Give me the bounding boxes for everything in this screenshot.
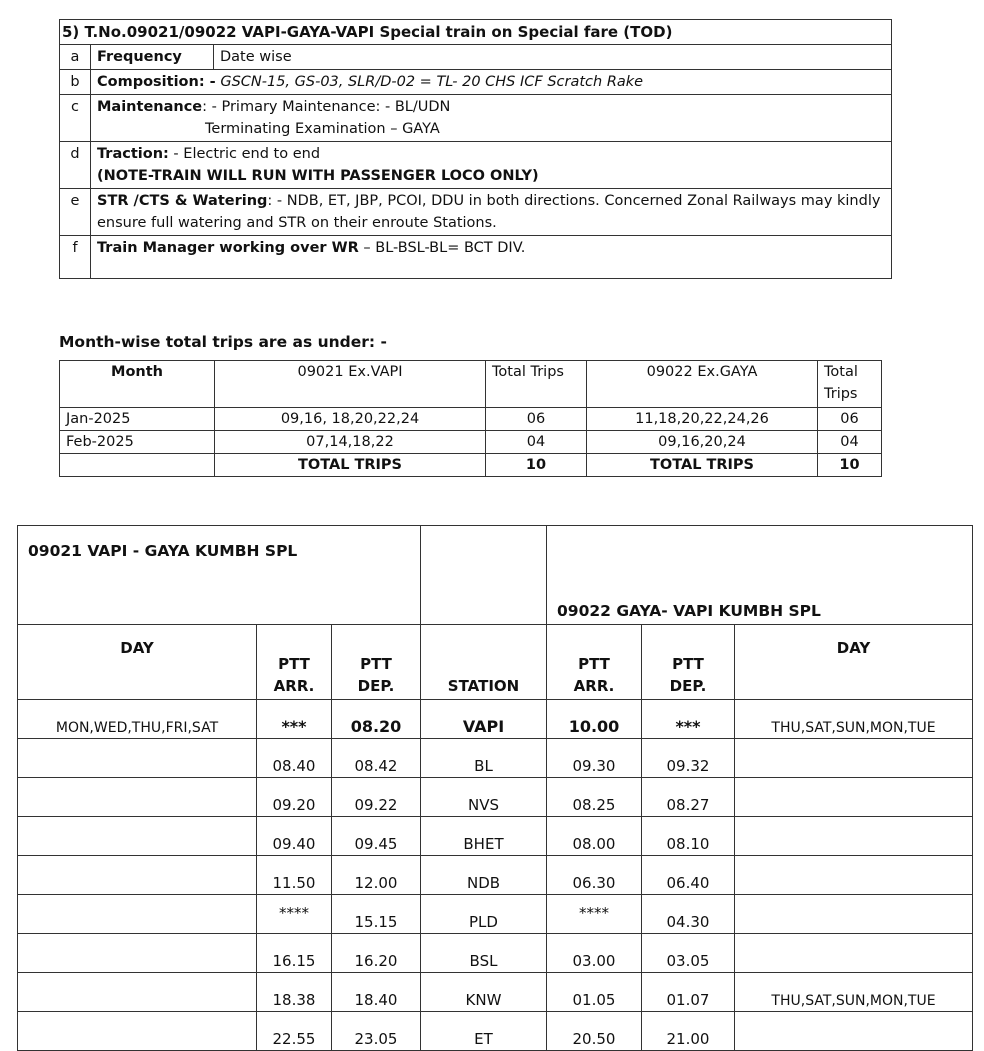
up-dep-cell: 08.42	[332, 739, 421, 778]
timetable-header-row	[18, 625, 973, 700]
detail-row-maintenance	[60, 95, 892, 142]
composition-value: GSCN-15, GS-03, SLR/D-02 = TL- 20 CHS ICF Scratch Rake	[220, 74, 644, 90]
down-dep-cell: 09.32	[642, 739, 735, 778]
dates-up-cell: 09,16, 18,20,22,24	[215, 408, 486, 431]
timetable-row-pld	[18, 895, 973, 934]
title-spacer	[421, 526, 547, 625]
timetable-row-et	[18, 1012, 973, 1051]
station-cell: PLD	[421, 895, 547, 934]
station-cell: BHET	[421, 817, 547, 856]
title-09021: 09021 VAPI - GAYA KUMBH SPL	[18, 526, 421, 625]
dates-down-cell: 11,18,20,22,24,26	[587, 408, 818, 431]
header-dep-down: PTT DEP.	[642, 625, 735, 700]
down-arr-cell: 06.30	[547, 856, 642, 895]
timetable-row-vapi	[18, 700, 973, 739]
up-day-cell	[18, 973, 257, 1012]
row-letter: a	[60, 45, 91, 70]
row-letter: b	[60, 70, 91, 95]
down-day-cell	[735, 895, 973, 934]
down-dep-cell: 08.10	[642, 817, 735, 856]
down-dep-cell: 03.05	[642, 934, 735, 973]
station-cell: ET	[421, 1012, 547, 1051]
trips-row-total	[60, 454, 882, 477]
up-arr-cell: 22.55	[257, 1012, 332, 1051]
down-dep-cell: ***	[642, 700, 735, 739]
up-arr-cell: 18.38	[257, 973, 332, 1012]
row-letter: f	[60, 236, 91, 279]
up-day-cell	[18, 739, 257, 778]
terminating-exam: Terminating Examination – GAYA	[205, 121, 440, 137]
total-down-cell: 10	[818, 454, 882, 477]
up-arr-cell: 09.20	[257, 778, 332, 817]
row-letter: c	[60, 95, 91, 142]
details-title-row	[60, 20, 892, 45]
down-dep-cell: 06.40	[642, 856, 735, 895]
composition-cell	[91, 70, 892, 95]
timetable	[17, 525, 973, 1051]
down-day-cell: THU,SAT,SUN,MON,TUE	[735, 973, 973, 1012]
header-day-down: DAY	[735, 625, 973, 700]
trips-down-cell: 06	[818, 408, 882, 431]
month-cell: Feb-2025	[60, 431, 215, 454]
detail-row-train-manager	[60, 236, 892, 279]
frequency-value: Date wise	[214, 45, 892, 70]
up-day-cell	[18, 817, 257, 856]
up-day-cell: MON,WED,THU,FRI,SAT	[18, 700, 257, 739]
header-dep-up: PTT DEP.	[332, 625, 421, 700]
timetable-row-bl	[18, 739, 973, 778]
header-09021: 09021 Ex.VAPI	[215, 361, 486, 408]
frequency-label: Frequency	[91, 45, 214, 70]
traction-value: - Electric end to end	[168, 146, 321, 162]
down-arr-cell: 10.00	[547, 700, 642, 739]
up-dep-cell: 09.22	[332, 778, 421, 817]
header-arr-down: PTT ARR.	[547, 625, 642, 700]
timetable-row-knw	[18, 973, 973, 1012]
trips-up-cell: 04	[486, 431, 587, 454]
trips-row-jan	[60, 408, 882, 431]
dates-down-cell: 09,16,20,24	[587, 431, 818, 454]
station-cell: NDB	[421, 856, 547, 895]
timetable-row-bhet	[18, 817, 973, 856]
down-day-cell	[735, 739, 973, 778]
composition-label: Composition: -	[97, 74, 216, 90]
month-wise-trips-table	[59, 360, 882, 477]
train-manager-label: Train Manager working over WR	[97, 240, 359, 256]
station-cell: BSL	[421, 934, 547, 973]
maintenance-cell	[91, 95, 892, 142]
station-cell: BL	[421, 739, 547, 778]
title-09022: 09022 GAYA- VAPI KUMBH SPL	[547, 526, 973, 625]
down-arr-cell: 08.00	[547, 817, 642, 856]
up-arr-cell: 11.50	[257, 856, 332, 895]
row-letter: d	[60, 142, 91, 189]
header-station: STATION	[421, 625, 547, 700]
header-day-up: DAY	[18, 625, 257, 700]
down-day-cell	[735, 934, 973, 973]
down-dep-cell: 04.30	[642, 895, 735, 934]
up-arr-cell: 08.40	[257, 739, 332, 778]
up-arr-cell: 16.15	[257, 934, 332, 973]
maintenance-label: Maintenance	[97, 99, 203, 115]
down-day-cell	[735, 856, 973, 895]
down-day-cell	[735, 1012, 973, 1051]
train-manager-cell	[91, 236, 892, 279]
station-cell: NVS	[421, 778, 547, 817]
train-details-table	[59, 19, 892, 279]
up-arr-cell: ****	[257, 895, 332, 934]
header-arr-up: PTT ARR.	[257, 625, 332, 700]
header-09022: 09022 Ex.GAYA	[587, 361, 818, 408]
month-cell: Jan-2025	[60, 408, 215, 431]
trips-up-cell: 06	[486, 408, 587, 431]
total-label-down: TOTAL TRIPS	[587, 454, 818, 477]
traction-cell	[91, 142, 892, 189]
traction-label: Traction:	[97, 146, 169, 162]
up-dep-cell: 12.00	[332, 856, 421, 895]
header-total-trips-up: Total Trips	[486, 361, 587, 408]
up-day-cell	[18, 778, 257, 817]
down-arr-cell: 09.30	[547, 739, 642, 778]
month-wise-caption: Month-wise total trips are as under: -	[59, 333, 387, 351]
traction-note: (NOTE-TRAIN WILL RUN WITH PASSENGER LOCO ONLY)	[97, 168, 539, 184]
down-day-cell	[735, 778, 973, 817]
up-dep-cell: 18.40	[332, 973, 421, 1012]
down-dep-cell: 21.00	[642, 1012, 735, 1051]
trips-row-feb	[60, 431, 882, 454]
header-total-trips-down: Total Trips	[818, 361, 882, 408]
detail-row-watering	[60, 189, 892, 236]
trips-down-cell: 04	[818, 431, 882, 454]
down-dep-cell: 01.07	[642, 973, 735, 1012]
up-day-cell	[18, 895, 257, 934]
up-dep-cell: 16.20	[332, 934, 421, 973]
up-dep-cell: 09.45	[332, 817, 421, 856]
up-day-cell	[18, 934, 257, 973]
down-day-cell	[735, 817, 973, 856]
watering-cell	[91, 189, 892, 236]
up-dep-cell: 08.20	[332, 700, 421, 739]
train-manager-value: – BL-BSL-BL= BCT DIV.	[358, 240, 526, 256]
up-dep-cell: 15.15	[332, 895, 421, 934]
train-title: 5) T.No.09021/09022 VAPI-GAYA-VAPI Special train on Special fare (TOD)	[60, 20, 892, 45]
station-cell: VAPI	[421, 700, 547, 739]
dates-up-cell: 07,14,18,22	[215, 431, 486, 454]
down-arr-cell: 01.05	[547, 973, 642, 1012]
down-arr-cell: ****	[547, 895, 642, 934]
row-letter: e	[60, 189, 91, 236]
timetable-row-bsl	[18, 934, 973, 973]
down-arr-cell: 20.50	[547, 1012, 642, 1051]
header-month: Month	[60, 361, 215, 408]
watering-value: : - NDB, ET, JBP, PCOI, DDU in both directions. Concerned Zonal Railways may kindly ensure full watering and STR on their enroute Stations.	[97, 193, 881, 231]
down-arr-cell: 08.25	[547, 778, 642, 817]
trips-header-row	[60, 361, 882, 408]
total-label-up: TOTAL TRIPS	[215, 454, 486, 477]
station-cell: KNW	[421, 973, 547, 1012]
up-arr-cell: 09.40	[257, 817, 332, 856]
up-arr-cell: ***	[257, 700, 332, 739]
watering-label: STR /CTS & Watering	[97, 193, 268, 209]
down-dep-cell: 08.27	[642, 778, 735, 817]
up-dep-cell: 23.05	[332, 1012, 421, 1051]
detail-row-composition	[60, 70, 892, 95]
timetable-title-row	[18, 526, 973, 625]
down-day-cell: THU,SAT,SUN,MON,TUE	[735, 700, 973, 739]
detail-row-traction	[60, 142, 892, 189]
maintenance-value: : - Primary Maintenance: - BL/UDN	[202, 99, 451, 115]
detail-row-frequency	[60, 45, 892, 70]
total-up-cell: 10	[486, 454, 587, 477]
down-arr-cell: 03.00	[547, 934, 642, 973]
timetable-row-ndb	[18, 856, 973, 895]
timetable-row-nvs	[18, 778, 973, 817]
month-cell	[60, 454, 215, 477]
up-day-cell	[18, 856, 257, 895]
up-day-cell	[18, 1012, 257, 1051]
